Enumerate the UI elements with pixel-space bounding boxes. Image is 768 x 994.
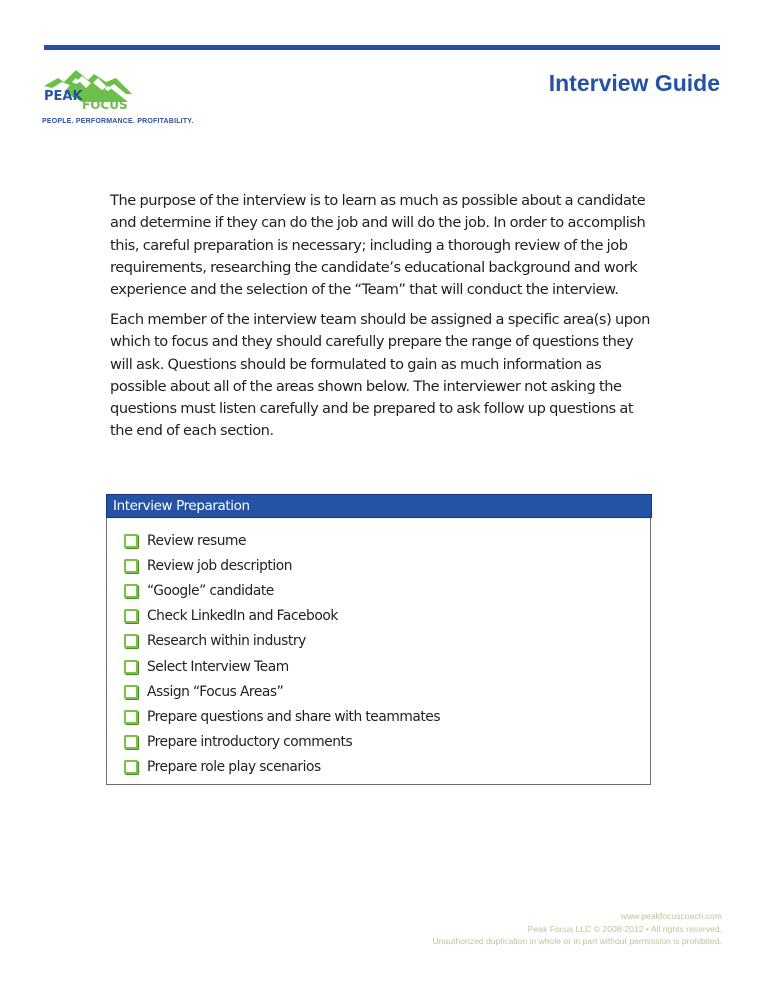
- tagline: PEOPLE. PERFORMANCE. PROFITABILITY.: [42, 118, 194, 125]
- footer: [433, 910, 722, 948]
- checkbox-icon[interactable]: [124, 584, 138, 598]
- checkbox-icon[interactable]: [124, 735, 138, 749]
- checklist-item-label: Prepare questions and share with teammates: [147, 708, 441, 725]
- checklist-item[interactable]: [124, 629, 440, 654]
- checkbox-icon[interactable]: [124, 534, 138, 548]
- page-title: Interview Guide: [548, 70, 720, 96]
- checkbox-icon[interactable]: [124, 609, 138, 623]
- checklist-item[interactable]: [124, 704, 440, 729]
- mountain-logo-icon: [42, 64, 142, 110]
- footer-copyright: Peak Focus LLC © 2008-2012 • All rights reserved.: [527, 923, 722, 934]
- checklist-item-label: Review job description: [147, 557, 293, 574]
- checklist-item-label: Prepare role play scenarios: [147, 759, 321, 776]
- checkbox-icon[interactable]: [124, 710, 138, 724]
- checklist-item[interactable]: [124, 604, 440, 629]
- checkbox-icon[interactable]: [124, 685, 138, 699]
- footer-website: www.peakfocuscoach.com: [620, 911, 722, 921]
- preparation-checklist: [124, 528, 440, 780]
- svg-text:FOCUS: FOCUS: [82, 98, 128, 110]
- intro-paragraph-2: Each member of the interview team should be assigned a specific area(s) upon which to focus and they should carefully prepare the range of questions they will ask. Questions should be formulated to gain as much information as possible about all of the areas shown below. The interviewer not asking the questions must listen carefully and be prepared to ask follow up questions at the end of each section.: [110, 311, 650, 440]
- checkbox-icon[interactable]: [124, 760, 138, 774]
- checkbox-icon[interactable]: [124, 660, 138, 674]
- checklist-item[interactable]: [124, 654, 440, 679]
- checklist-item-label: Prepare introductory comments: [147, 734, 353, 751]
- checklist-item-label: Review resume: [147, 532, 247, 549]
- checklist-item[interactable]: [124, 730, 440, 755]
- checklist-item[interactable]: [124, 578, 440, 603]
- interview-preparation-header: [106, 494, 652, 518]
- footer-notice: Unauthorized duplication in whole or in part without permission is prohibited.: [432, 936, 722, 946]
- checklist-item[interactable]: [124, 755, 440, 780]
- checklist-item-label: Assign “Focus Areas”: [147, 683, 284, 700]
- checklist-item[interactable]: [124, 553, 440, 578]
- svg-text:PEAK: PEAK: [44, 89, 83, 104]
- checklist-item-label: Check LinkedIn and Facebook: [147, 608, 338, 625]
- checklist-item-label: Select Interview Team: [147, 658, 289, 675]
- checklist-item-label: Research within industry: [147, 633, 306, 650]
- checklist-item[interactable]: [124, 679, 440, 704]
- checklist-item[interactable]: [124, 528, 440, 553]
- checkbox-icon[interactable]: [124, 559, 138, 573]
- section-heading: Interview Preparation: [113, 498, 250, 514]
- checkbox-icon[interactable]: [124, 634, 138, 648]
- peak-focus-logo: [42, 64, 142, 110]
- checklist-item-label: “Google” candidate: [147, 582, 274, 599]
- header-rule: [44, 45, 720, 50]
- intro-paragraph-1: The purpose of the interview is to learn as much as possible about a candidate and determine if they can do the job and will do the job. In order to accomplish this, careful preparation is necessary; including a thorough review of the job requirements, researching the candidate’s educational background and work experience and the selection of the “Team” that will conduct the interview.: [110, 192, 646, 299]
